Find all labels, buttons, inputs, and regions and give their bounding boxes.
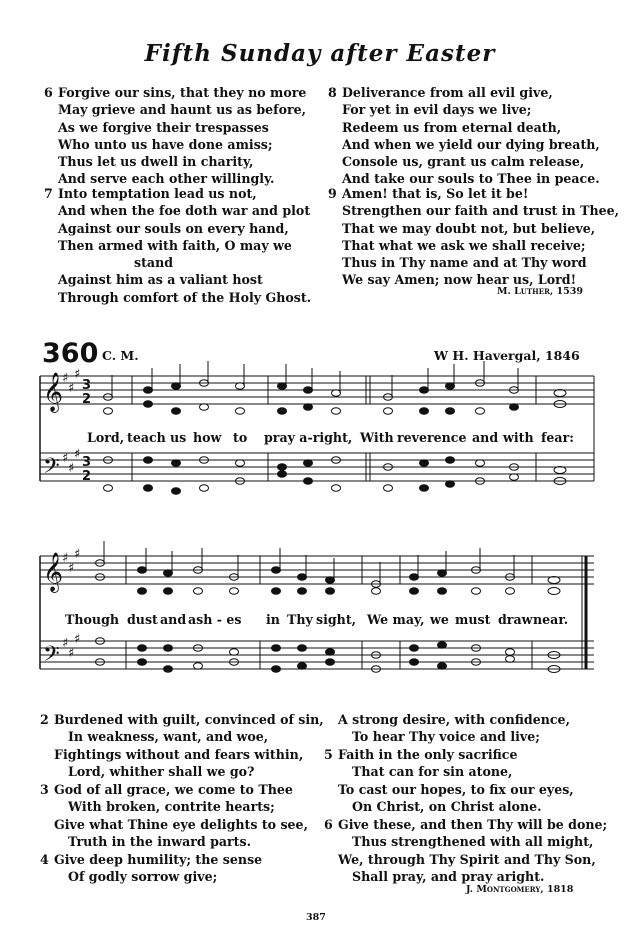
stanza-line: And when the foe doth war and plot [58,203,311,219]
stanza-number: 9 [328,186,337,201]
stanza-line: And when we yield our dying breath, [342,136,600,152]
prev-hymn-author: M. Luther, 1539 [497,286,583,297]
svg-text:♯: ♯ [74,632,81,647]
lyric-word: and [472,430,499,445]
stanza-line: May grieve and haunt us as before, [58,102,307,118]
stanza-line: To cast our hopes, to fix our eyes, [338,781,574,797]
stanza-line: We, through Thy Spirit and Thy Son, [338,851,596,867]
svg-text:2: 2 [82,469,92,484]
stanza-number: 2 [40,712,49,727]
svg-text:♯: ♯ [74,547,81,562]
page-number: 387 [306,912,326,923]
lyric-word: draw [498,612,533,627]
stanza-line: On Christ, on Christ alone. [352,798,542,814]
lyric-word: with [503,430,534,445]
stanza-line: Console us, grant us calm release, [342,154,585,170]
lyric-word: Lord, [87,430,125,445]
lyric-word: Thy [287,612,313,627]
stanza-number: 7 [44,186,53,201]
stanza-line: And serve each other willingly. [58,171,275,187]
stanza-line: Forgive our sins, that they no more [58,85,307,100]
lyric-word: we [430,612,449,627]
stanza-line: Who unto us have done amiss; [58,136,273,152]
stanza-line: Of godly sorrow give; [68,869,218,885]
treble-clef-icon: 𝄞 [43,372,64,412]
noteheads [96,380,567,673]
lyric-word: reverence [397,430,467,445]
hymn-stanza-4-cont [324,711,570,746]
bass-staff-1 [40,453,594,481]
stanza-line: Thus strengthened with all might, [352,834,594,850]
stanza-line: God of all grace, we come to Thee [54,782,293,797]
lyric-word: near. [533,612,569,627]
svg-text:♯: ♯ [62,451,69,466]
svg-text:♯: ♯ [68,461,75,476]
svg-text:♯: ♯ [74,447,81,462]
stanza-line: Give these, and then Thy will be done; [338,817,608,832]
hymn-number: 360 [42,338,99,369]
stanza-line: Truth in the inward parts. [68,833,251,849]
lyric-word: We may, [367,612,425,627]
bass-clef-icon: 𝄢 [43,454,60,484]
stanza-line: Give deep humility; the sense [54,852,263,867]
lyric-word: Though [65,612,120,627]
hymn-composer: W H. Havergal, 1846 [434,348,580,363]
stanza-line: Through comfort of the Holy Ghost. [58,289,312,305]
hymn-stanza-3 [40,781,308,850]
stanza-line: Give what Thine eye delights to see, [54,816,308,832]
lyric-word: to [233,430,248,445]
stanza-line: Burdened with guilt, convinced of sin, [54,712,324,727]
svg-text:♯: ♯ [68,561,75,576]
hymn-author: J. Montgomery, 1818 [466,884,574,895]
bass-clef-icon: 𝄢 [43,642,60,672]
hymn-stanza-2 [40,711,324,780]
stanza-number: 6 [44,85,53,100]
stanza-line: That we may doubt not, but believe, [342,220,596,236]
stanza-line: To hear Thy voice and live; [352,729,540,745]
svg-text:♯: ♯ [62,551,69,566]
stanza-line: That can for sin atone, [352,764,513,780]
stanza-line: And take our souls to Thee in peace. [342,171,600,187]
stanza-line: A strong desire, with confidence, [338,712,570,727]
lyric-word: With [360,430,394,445]
stanza-line: Thus in Thy name and at Thy word [342,255,587,271]
stanza-number: 3 [40,782,49,797]
stanza-line: Into temptation lead us not, [58,186,257,201]
hymn-meter: C. M. [102,348,139,363]
svg-text:♯: ♯ [62,636,69,651]
svg-text:2: 2 [82,392,92,407]
stanza-line: Thus let us dwell in charity, [58,154,254,170]
stanza-line: As we forgive their trespasses [58,119,269,135]
stanza-line: In weakness, want, and woe, [68,729,269,745]
svg-text:♯: ♯ [68,646,75,661]
stanza-number: 5 [324,747,333,762]
lyric-word: in [266,612,280,627]
stanza-line: Strengthen our faith and trust in Thee, [342,203,620,219]
stanza-line: Lord, whither shall we go? [68,763,255,779]
lyric-word: ash - es [188,612,242,627]
lyric-word: and [160,612,187,627]
stanza-line: Against our souls on every hand, [58,220,289,236]
note-stems [104,361,518,584]
hymn-stanza-4 [40,851,262,886]
lyric-word: dust [127,612,158,627]
lyric-word: sight, [316,612,357,627]
stanza-line: Faith in the only sacrifice [338,747,518,762]
treble-staff-1 [40,376,594,404]
stanza-line: stand [134,255,174,271]
stanza-line: Deliverance from all evil give, [342,85,553,100]
stanza-line: That what we ask we shall receive; [342,237,586,253]
svg-text:3: 3 [82,455,92,470]
svg-text:♯: ♯ [74,367,81,382]
stanza-line: Fightings without and fears within, [54,746,304,762]
lyric-word: fear: [541,430,574,445]
svg-text:3: 3 [82,378,92,393]
stanza-line: Then armed with faith, O may we [58,237,292,253]
stanza-line: Against him as a valiant host [58,272,263,288]
hymn-stanza-5 [324,746,574,815]
stanza-line: For yet in evil days we live; [342,102,532,118]
hymn-stanza-6 [324,816,607,885]
lyric-word: must [455,612,491,627]
stanza-line: Redeem us from eternal death, [342,119,562,135]
svg-text:♯: ♯ [68,381,75,396]
stanza-line: Amen! that is, So let it be! [342,186,529,201]
lyric-word: pray a-right, [264,430,353,445]
stanza-number: 8 [328,85,337,100]
stanza-line: We say Amen; now hear us, Lord! [342,272,577,288]
treble-clef-icon: 𝄞 [43,552,64,592]
stanza-line: With broken, contrite hearts; [68,799,275,815]
lyric-word: teach [127,430,166,445]
stanza-line: Shall pray, and pray aright. [352,868,545,884]
lyric-word: us [170,430,187,445]
stanza-number: 4 [40,852,49,867]
svg-text:♯: ♯ [62,371,69,386]
stanza-number: 6 [324,817,333,832]
page-title: Fifth Sunday after Easter [144,40,496,67]
lyric-word: how [193,430,222,445]
